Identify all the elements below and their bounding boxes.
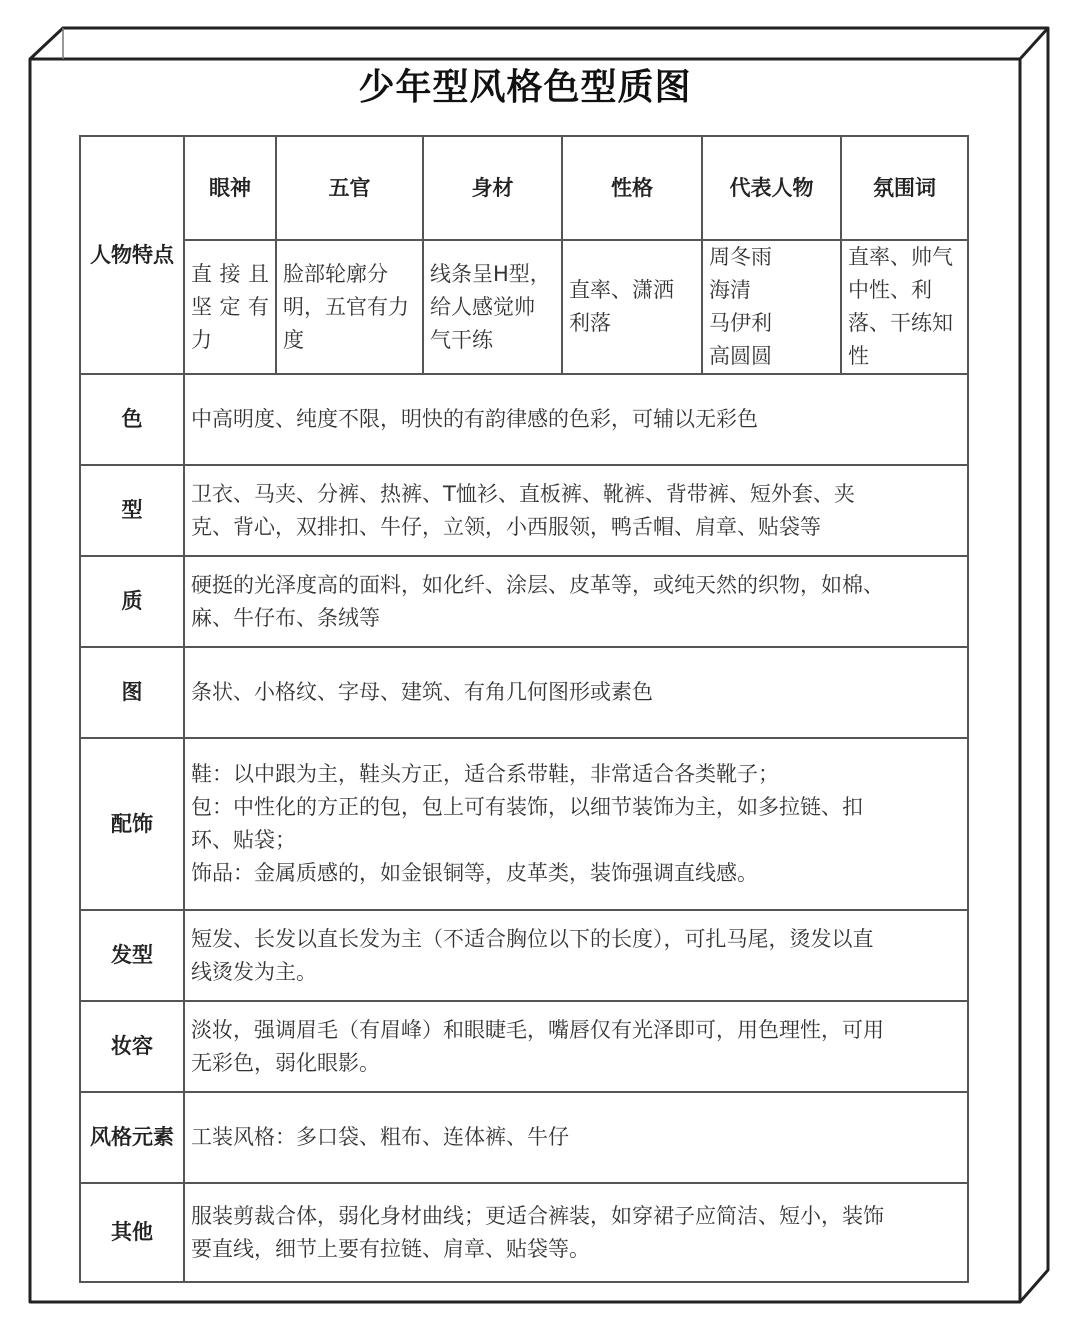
row-content-shape: 卫衣、马夹、分裤、热裤、T恤衫、直板裤、靴裤、背带裤、短外套、夹 克、背心，双排扣、牛仔，立领，小西服领，鸭舌帽、肩章、贴袋等 xyxy=(184,465,968,556)
row-accessories xyxy=(80,738,968,910)
header-representative-people: 代表人物 xyxy=(702,136,841,240)
header-atmosphere-words: 氛围词 xyxy=(841,136,968,240)
row-label-makeup: 妆容 xyxy=(80,1001,184,1092)
value-personality: 直率、潇洒 利落 xyxy=(562,240,702,374)
row-label-pattern: 图 xyxy=(80,647,184,738)
features-label: 人物特点 xyxy=(80,136,184,374)
row-label-other: 其他 xyxy=(80,1183,184,1282)
row-content-accessories: 鞋：以中跟为主，鞋头方正，适合系带鞋，非常适合各类靴子； 包：中性化的方正的包，包上可有装饰，以细节装饰为主，如多拉链、扣 环、贴袋； 饰品：金属质感的，如金银铜等，皮革类，装饰强调直线感。 xyxy=(184,738,968,910)
row-shape xyxy=(80,465,968,556)
value-facial-features: 脸部轮廓分 明，五官有力 度 xyxy=(276,240,423,374)
row-label-accessories: 配饰 xyxy=(80,738,184,910)
row-content-hairstyle: 短发、长发以直长发为主（不适合胸位以下的长度），可扎马尾，烫发以直 线烫发为主。 xyxy=(184,910,968,1001)
row-label-hairstyle: 发型 xyxy=(80,910,184,1001)
header-facial-features: 五官 xyxy=(276,136,423,240)
features-header-row xyxy=(80,136,968,240)
row-label-color: 色 xyxy=(80,374,184,465)
value-representative-people: 周冬雨 海清 马伊利 高圆圆 xyxy=(702,240,841,374)
features-value-row xyxy=(80,240,968,374)
row-label-shape: 型 xyxy=(80,465,184,556)
header-figure: 身材 xyxy=(423,136,562,240)
value-eyes: 直接且 坚定有 力 xyxy=(184,240,276,374)
row-label-texture: 质 xyxy=(80,556,184,647)
row-content-texture: 硬挺的光泽度高的面料，如化纤、涂层、皮革等，或纯天然的织物，如棉、 麻、牛仔布、条绒等 xyxy=(184,556,968,647)
value-atmosphere-words: 直率、帅气 中性、利 落、干练知 性 xyxy=(841,240,968,374)
row-hairstyle xyxy=(80,910,968,1001)
row-other xyxy=(80,1183,968,1282)
row-content-color: 中高明度、纯度不限，明快的有韵律感的色彩，可辅以无彩色 xyxy=(184,374,968,465)
row-pattern xyxy=(80,647,968,738)
page-title: 少年型风格色型质图 xyxy=(358,67,692,108)
row-content-style-elements: 工装风格：多口袋、粗布、连体裤、牛仔 xyxy=(184,1092,968,1183)
row-label-style-elements: 风格元素 xyxy=(80,1092,184,1183)
value-figure: 线条呈H型， 给人感觉帅 气干练 xyxy=(423,240,562,374)
header-eyes: 眼神 xyxy=(184,136,276,240)
row-style-elements xyxy=(80,1092,968,1183)
row-color xyxy=(80,374,968,465)
row-texture xyxy=(80,556,968,647)
style-table xyxy=(79,135,969,1283)
header-personality: 性格 xyxy=(562,136,702,240)
row-makeup xyxy=(80,1001,968,1092)
row-content-pattern: 条状、小格纹、字母、建筑、有角几何图形或素色 xyxy=(184,647,968,738)
row-content-makeup: 淡妆，强调眉毛（有眉峰）和眼睫毛，嘴唇仅有光泽即可，用色理性，可用 无彩色，弱化眼影。 xyxy=(184,1001,968,1092)
row-content-other: 服装剪裁合体，弱化身材曲线；更适合裤装，如穿裙子应简洁、短小，装饰 要直线，细节上要有拉链、肩章、贴袋等。 xyxy=(184,1183,968,1282)
